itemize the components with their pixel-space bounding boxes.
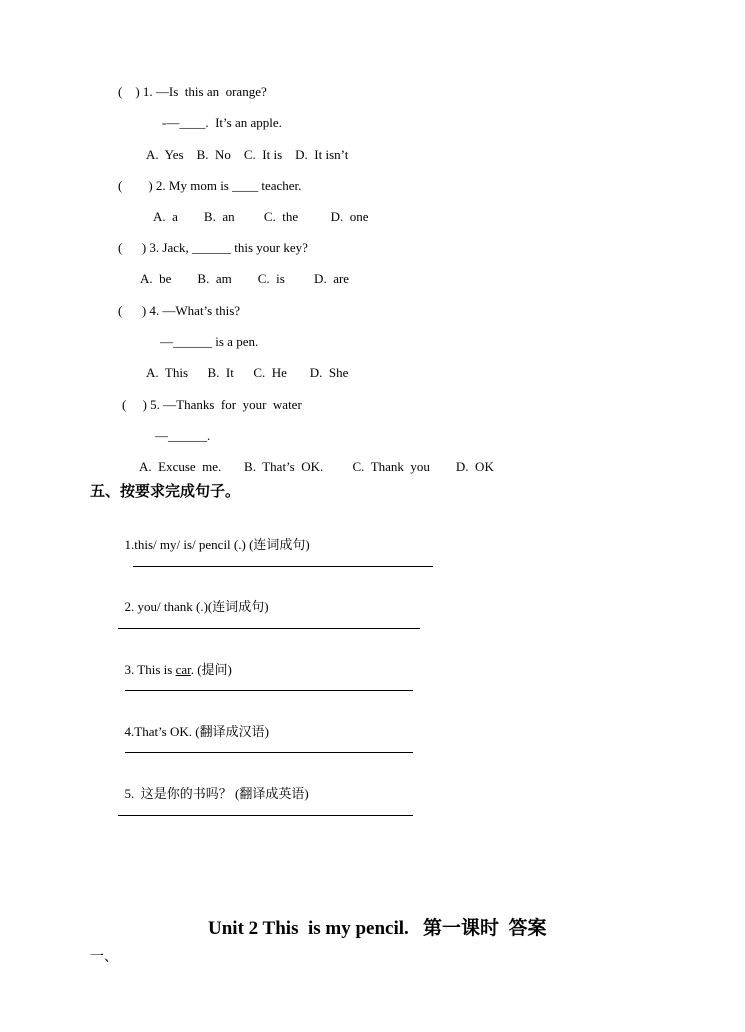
sentence-item-text: 5. 这是你的书吗？ (翻译成英语) — [124, 786, 309, 801]
sentence-item-suffix: . (提问) — [190, 662, 232, 677]
q5-stem: ( ) 5. —Thanks for your water — [122, 397, 302, 412]
answer-line — [125, 752, 413, 753]
q3-options: A. be B. am C. is D. are — [140, 271, 350, 286]
sentence-item — [118, 521, 310, 553]
q2-stem: ( ) 2. My mom is ____ teacher. — [118, 178, 302, 193]
answer-line — [118, 628, 420, 629]
sentence-item-text: 4.That’s OK. (翻译成汉语) — [124, 724, 269, 739]
q4-reply: —______ is a pen. — [160, 334, 259, 349]
sentence-item-text: 1.this/ my/ is/ pencil (.) (连词成句) — [124, 537, 310, 552]
q1-reply: -—____. It’s an apple. — [162, 115, 282, 130]
answer-line — [133, 566, 433, 567]
sentence-item — [118, 646, 232, 678]
underlined-word: car — [175, 662, 191, 677]
q1-options: A. Yes B. No C. It is D. It isn’t — [146, 147, 349, 162]
q3-stem: ( ) 3. Jack, ______ this your key? — [118, 240, 308, 255]
sentence-item-text: 3. This is — [124, 662, 176, 677]
sentence-item — [118, 708, 269, 740]
q2-options: A. a B. an C. the D. one — [153, 209, 369, 224]
sentence-item — [118, 583, 269, 615]
section5-heading: 五、按要求完成句子。 — [90, 484, 241, 500]
sentence-item — [118, 770, 309, 802]
answer-line — [125, 690, 413, 691]
sentence-item-text: 2. you/ thank (.)(连词成句) — [124, 599, 269, 614]
answer-line — [118, 815, 413, 816]
answer-section-mark: 一、 — [90, 950, 118, 965]
q4-options: A. This B. It C. He D. She — [146, 365, 349, 380]
q5-reply: —______. — [155, 428, 211, 443]
q5-options: A. Excuse me. B. That’s OK. C. Thank you D. OK — [139, 459, 494, 474]
q1-stem: ( ) 1. —Is this an orange? — [118, 84, 267, 99]
answer-title: Unit 2 This is my pencil. 第一课时 答案 — [208, 918, 547, 939]
q4-stem: ( ) 4. —What’s this? — [118, 303, 241, 318]
